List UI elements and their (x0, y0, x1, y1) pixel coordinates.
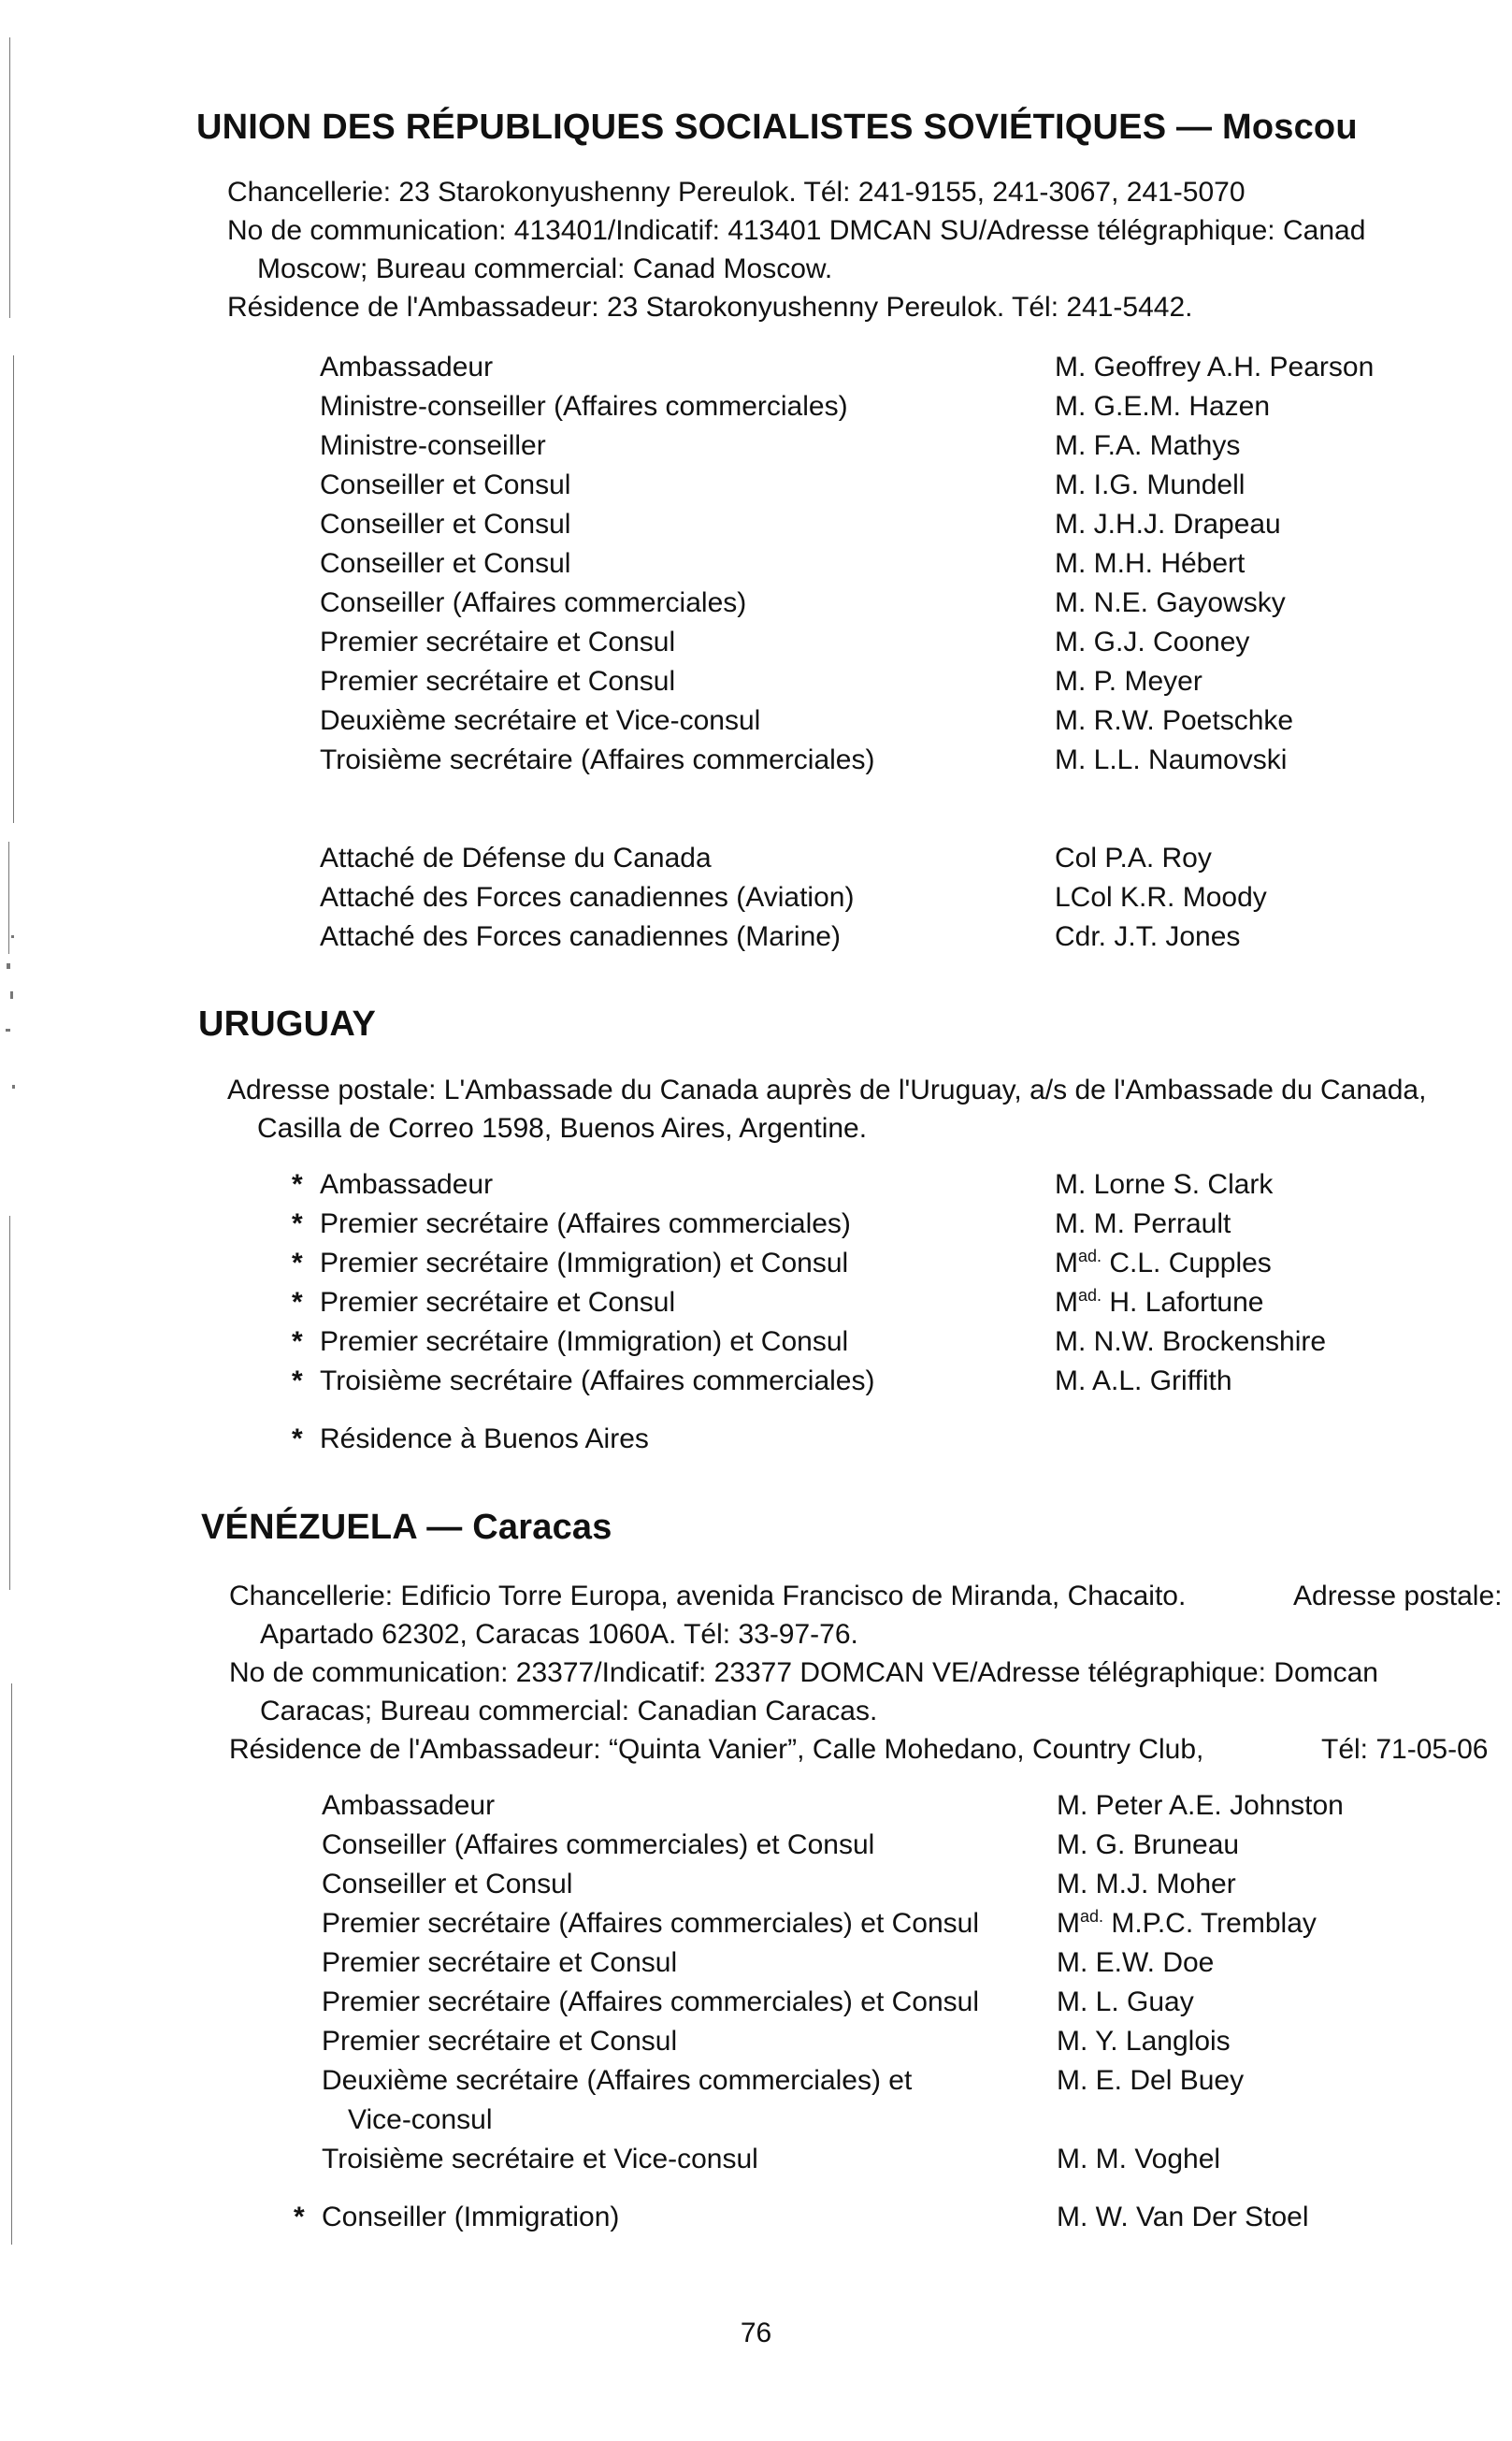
staff-row (0, 2061, 1512, 2101)
asterisk-marker: * (292, 1169, 303, 1200)
staff-row (0, 1826, 1512, 1865)
staff-name (1057, 1904, 1317, 1943)
name-superscript: ad. (1080, 1907, 1104, 1926)
footnote-text: Résidence à Buenos Aires (320, 1423, 649, 1454)
name-rest: M.P.C. Tremblay (1103, 1908, 1317, 1939)
staff-row (0, 544, 1512, 584)
venezuela-address-line: Tél: 71-05-06 (1321, 1734, 1489, 1765)
staff-row (0, 741, 1512, 780)
page-number: 76 (740, 2318, 772, 2348)
asterisk-marker: * (292, 1287, 303, 1318)
staff-row (0, 662, 1512, 701)
staff-role: Ministre-conseiller (320, 430, 546, 461)
staff-row (0, 505, 1512, 544)
staff-role: Premier secrétaire et Consul (322, 1947, 678, 1978)
staff-name: M. G.E.M. Hazen (1055, 391, 1271, 422)
staff-name (1055, 1283, 1263, 1322)
staff-row (0, 426, 1512, 466)
staff-name: M. M. Voghel (1057, 2144, 1221, 2174)
staff-row (0, 2140, 1512, 2179)
staff-row (0, 1165, 1512, 1205)
staff-name: M. L. Guay (1057, 1986, 1194, 2017)
staff-name: M. N.E. Gayowsky (1055, 587, 1286, 618)
asterisk-marker: * (292, 1248, 303, 1278)
name-superscript: ad. (1078, 1286, 1102, 1305)
name-prefix: M (1055, 1248, 1078, 1278)
staff-name: M. Geoffrey A.H. Pearson (1055, 352, 1375, 383)
staff-row (0, 1283, 1512, 1322)
staff-role: Attaché de Défense du Canada (320, 843, 712, 874)
staff-role: Ambassadeur (320, 1169, 494, 1200)
footnote-row (0, 1420, 1512, 1459)
staff-name: M. Y. Langlois (1057, 2026, 1231, 2057)
staff-name: M. M. Perrault (1055, 1208, 1231, 1239)
staff-role: Ministre-conseiller (Affaires commerciales) (320, 391, 848, 422)
asterisk-marker: * (292, 1208, 303, 1239)
staff-row (0, 1865, 1512, 1904)
staff-row (0, 1362, 1512, 1401)
venezuela-address-line: Résidence de l'Ambassadeur: “Quinta Vanier”, Calle Mohedano, Country Club, (229, 1734, 1204, 1765)
name-prefix: M (1055, 1287, 1078, 1318)
venezuela-address-line: Adresse postale: (1293, 1581, 1503, 1611)
staff-role-continuation: Vice-consul (348, 2104, 493, 2135)
staff-role: Premier secrétaire et Consul (320, 666, 676, 697)
asterisk-marker: * (292, 1423, 303, 1454)
name-rest: H. Lafortune (1102, 1287, 1264, 1318)
staff-role: Attaché des Forces canadiennes (Marine) (320, 921, 841, 952)
staff-name: M. I.G. Mundell (1055, 469, 1246, 500)
staff-name: M. G. Bruneau (1057, 1829, 1240, 1860)
staff-row (0, 1904, 1512, 1943)
staff-row (0, 1322, 1512, 1362)
staff-name (1055, 1244, 1272, 1283)
staff-role: Ambassadeur (322, 1790, 496, 1821)
staff-role: Conseiller (Affaires commerciales) (320, 587, 747, 618)
ussr-heading-city: Moscou (1222, 108, 1358, 147)
staff-role: Conseiller et Consul (320, 469, 571, 500)
staff-row (0, 878, 1512, 917)
staff-role: Troisième secrétaire (Affaires commerciales) (320, 744, 875, 775)
ussr-address-line: Chancellerie: 23 Starokonyushenny Pereulok. Tél: 241-9155, 241-3067, 241-5070 (227, 177, 1246, 208)
staff-row (0, 1983, 1512, 2022)
staff-row (0, 2022, 1512, 2061)
venezuela-heading-country: VÉNÉZUELA (201, 1508, 417, 1547)
asterisk-marker: * (292, 1326, 303, 1357)
staff-name: M. Lorne S. Clark (1055, 1169, 1274, 1200)
staff-role: Conseiller (Immigration) (322, 2202, 620, 2232)
staff-role: Premier secrétaire (Affaires commerciales) et Consul (322, 1908, 979, 1939)
staff-name: M. W. Van Der Stoel (1057, 2202, 1309, 2232)
venezuela-heading-sep: — (426, 1508, 463, 1547)
staff-row (0, 1943, 1512, 1983)
staff-name: M. P. Meyer (1055, 666, 1202, 697)
staff-role: Troisième secrétaire et Vice-consul (322, 2144, 758, 2174)
name-prefix: M (1057, 1908, 1080, 1939)
uruguay-address-line: Casilla de Correo 1598, Buenos Aires, Argentine. (257, 1113, 868, 1144)
ussr-heading (196, 108, 1358, 148)
staff-name: M. L.L. Naumovski (1055, 744, 1288, 775)
asterisk-marker: * (292, 1365, 303, 1396)
staff-row (0, 348, 1512, 387)
staff-role: Premier secrétaire et Consul (320, 1287, 676, 1318)
staff-name: M. E.W. Doe (1057, 1947, 1215, 1978)
staff-name: M. E. Del Buey (1057, 2065, 1245, 2096)
staff-row (0, 839, 1512, 878)
venezuela-heading (201, 1508, 612, 1548)
staff-role: Conseiller et Consul (320, 509, 571, 540)
staff-name: M. R.W. Poetschke (1055, 705, 1294, 736)
staff-name: M. M.H. Hébert (1055, 548, 1246, 579)
venezuela-heading-city: Caracas (472, 1508, 612, 1547)
staff-name: M. N.W. Brockenshire (1055, 1326, 1327, 1357)
staff-row (0, 2198, 1512, 2237)
staff-role: Deuxième secrétaire et Vice-consul (320, 705, 761, 736)
staff-row (0, 1786, 1512, 1826)
staff-row (0, 1244, 1512, 1283)
staff-name: Col P.A. Roy (1055, 843, 1212, 874)
staff-name: M. J.H.J. Drapeau (1055, 509, 1281, 540)
staff-role: Ambassadeur (320, 352, 494, 383)
venezuela-address-line: Caracas; Bureau commercial: Canadian Caracas. (260, 1696, 878, 1726)
staff-role: Attaché des Forces canadiennes (Aviation) (320, 882, 855, 913)
staff-row (0, 701, 1512, 741)
staff-row (0, 466, 1512, 505)
staff-name: LCol K.R. Moody (1055, 882, 1267, 913)
staff-row (0, 387, 1512, 426)
staff-name: M. F.A. Mathys (1055, 430, 1241, 461)
name-rest: C.L. Cupples (1102, 1248, 1272, 1278)
ussr-address-line: No de communication: 413401/Indicatif: 413401 DMCAN SU/Adresse télégraphique: Canad (227, 215, 1366, 246)
venezuela-address-line: No de communication: 23377/Indicatif: 23377 DOMCAN VE/Adresse télégraphique: Domcan (229, 1657, 1378, 1688)
ussr-address-line: Résidence de l'Ambassadeur: 23 Starokonyushenny Pereulok. Tél: 241-5442. (227, 292, 1193, 323)
staff-name: M. Peter A.E. Johnston (1057, 1790, 1344, 1821)
staff-row (0, 584, 1512, 623)
ussr-heading-sep: — (1176, 108, 1213, 147)
staff-name: M. G.J. Cooney (1055, 627, 1250, 657)
ussr-heading-country: UNION DES RÉPUBLIQUES SOCIALISTES SOVIÉTIQUES (196, 108, 1167, 147)
uruguay-heading: URUGUAY (198, 1004, 377, 1044)
staff-role: Conseiller et Consul (322, 1869, 573, 1899)
staff-role: Conseiller (Affaires commerciales) et Consul (322, 1829, 875, 1860)
name-superscript: ad. (1078, 1247, 1102, 1265)
staff-role: Deuxième secrétaire (Affaires commerciales) et (322, 2065, 913, 2096)
staff-role: Premier secrétaire (Immigration) et Consul (320, 1248, 849, 1278)
staff-role: Conseiller et Consul (320, 548, 571, 579)
ussr-address-line: Moscow; Bureau commercial: Canad Moscow. (257, 253, 833, 284)
venezuela-address-line: Chancellerie: Edificio Torre Europa, avenida Francisco de Miranda, Chacaito. (229, 1581, 1187, 1611)
staff-role: Premier secrétaire (Affaires commerciales) et Consul (322, 1986, 979, 2017)
staff-role: Premier secrétaire (Affaires commerciales) (320, 1208, 851, 1239)
staff-row-continuation (0, 2101, 1512, 2140)
staff-name: M. A.L. Griffith (1055, 1365, 1232, 1396)
staff-name: Cdr. J.T. Jones (1055, 921, 1241, 952)
staff-role: Premier secrétaire (Immigration) et Consul (320, 1326, 849, 1357)
staff-row (0, 623, 1512, 662)
staff-role: Troisième secrétaire (Affaires commerciales) (320, 1365, 875, 1396)
staff-row (0, 1205, 1512, 1244)
uruguay-address-line: Adresse postale: L'Ambassade du Canada auprès de l'Uruguay, a/s de l'Ambassade du Canada, (227, 1075, 1427, 1105)
staff-row (0, 917, 1512, 957)
staff-role: Premier secrétaire et Consul (320, 627, 676, 657)
staff-role: Premier secrétaire et Consul (322, 2026, 678, 2057)
staff-name: M. M.J. Moher (1057, 1869, 1236, 1899)
venezuela-address-line: Apartado 62302, Caracas 1060A. Tél: 33-97-76. (260, 1619, 858, 1650)
asterisk-marker: * (294, 2202, 305, 2232)
